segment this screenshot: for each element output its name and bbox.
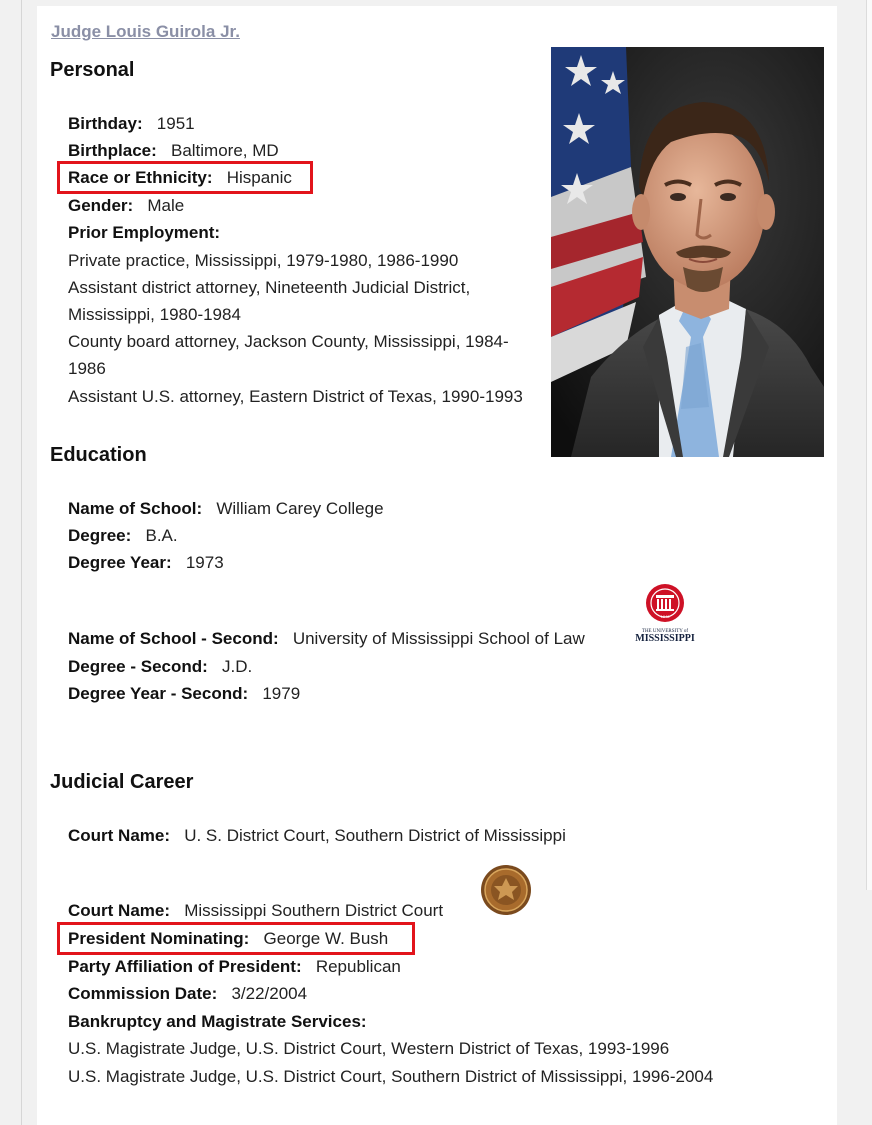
logo-main-text: MISSISSIPPI	[635, 633, 695, 644]
birthplace-label: Birthplace:	[68, 141, 167, 160]
services-line: U.S. Magistrate Judge, U.S. District Court, Southern District of Mississippi, 1996-2004	[68, 1067, 714, 1086]
degree2-value: J.D.	[222, 657, 253, 676]
degree2-label: Degree - Second:	[68, 657, 218, 676]
year1-label: Degree Year:	[68, 553, 182, 572]
court-seal-icon	[480, 864, 532, 916]
birthday-value: 1951	[156, 114, 195, 133]
logo-small-text: THE UNIVERSITY of	[641, 629, 689, 634]
prior-employment-line: Private practice, Mississippi, 1979-1980, 1986-1990	[68, 251, 459, 270]
party-row	[68, 957, 401, 977]
prior-employment-line: Assistant district attorney, Nineteenth Judicial District,	[68, 278, 471, 297]
birthplace-row	[68, 141, 279, 161]
gender-value: Male	[147, 196, 185, 215]
prior-employment-row	[68, 223, 220, 243]
court2-label: Court Name:	[68, 901, 180, 920]
prior-employment-line: Mississippi, 1980-1984	[68, 305, 241, 324]
president-label: President Nominating:	[68, 929, 259, 948]
year1-value: 1973	[185, 553, 224, 572]
president-value: George W. Bush	[263, 929, 389, 948]
right-panel-edge	[866, 0, 872, 890]
school2-row	[68, 629, 585, 649]
profile-card	[37, 6, 837, 1125]
judge-portrait-illustration	[551, 47, 824, 457]
school1-label: Name of School:	[68, 499, 212, 518]
court1-value: U. S. District Court, Southern District of Mississippi	[184, 826, 566, 845]
court2-row	[68, 901, 443, 921]
year2-row	[68, 684, 300, 704]
prior-employment-line: County board attorney, Jackson County, Mississippi, 1984-	[68, 332, 509, 351]
birthday-row	[68, 114, 195, 134]
judge-portrait	[551, 47, 824, 457]
school2-value: University of Mississippi School of Law	[292, 629, 585, 648]
year2-label: Degree Year - Second:	[68, 684, 258, 703]
school1-row	[68, 499, 384, 519]
race-highlight-box	[57, 161, 313, 194]
services-line: U.S. Magistrate Judge, U.S. District Court, Western District of Texas, 1993-1996	[68, 1039, 670, 1058]
year2-value: 1979	[262, 684, 301, 703]
judge-name-link[interactable]: Judge Louis Guirola Jr.	[51, 22, 240, 41]
birthday-label: Birthday:	[68, 114, 153, 133]
degree1-label: Degree:	[68, 526, 141, 545]
race-value: Hispanic	[226, 168, 292, 187]
party-value: Republican	[315, 957, 401, 976]
logo-year: 1848	[660, 614, 670, 619]
olemiss-logo-icon	[623, 581, 713, 651]
prior-employment-line: Assistant U.S. attorney, Eastern District of Texas, 1990-1993	[68, 387, 523, 406]
court1-row	[68, 826, 566, 846]
school1-value: William Carey College	[216, 499, 384, 518]
court2-value: Mississippi Southern District Court	[184, 901, 444, 920]
gender-label: Gender:	[68, 196, 143, 215]
commission-value: 3/22/2004	[231, 984, 308, 1003]
prior-employment-line: 1986	[68, 359, 106, 378]
gender-row	[68, 196, 184, 216]
services-label: Bankruptcy and Magistrate Services:	[68, 1012, 367, 1031]
court-seal-graphic	[480, 864, 532, 916]
section-title-personal: Personal	[50, 59, 135, 81]
year1-row	[68, 553, 224, 573]
commission-label: Commission Date:	[68, 984, 227, 1003]
degree1-row	[68, 526, 178, 546]
section-title-judicial: Judicial Career	[50, 771, 194, 793]
race-label: Race or Ethnicity:	[68, 168, 222, 187]
degree1-value: B.A.	[145, 526, 178, 545]
left-divider	[21, 0, 22, 1125]
commission-row	[68, 984, 307, 1004]
degree2-row	[68, 657, 252, 677]
birthplace-value: Baltimore, MD	[170, 141, 279, 160]
court1-label: Court Name:	[68, 826, 180, 845]
prior-employment-label: Prior Employment:	[68, 223, 221, 242]
president-highlight-box	[57, 922, 415, 955]
services-row	[68, 1012, 367, 1032]
party-label: Party Affiliation of President:	[68, 957, 312, 976]
section-title-education: Education	[50, 444, 147, 466]
university-of-mississippi-logo	[623, 581, 713, 651]
school2-label: Name of School - Second:	[68, 629, 289, 648]
